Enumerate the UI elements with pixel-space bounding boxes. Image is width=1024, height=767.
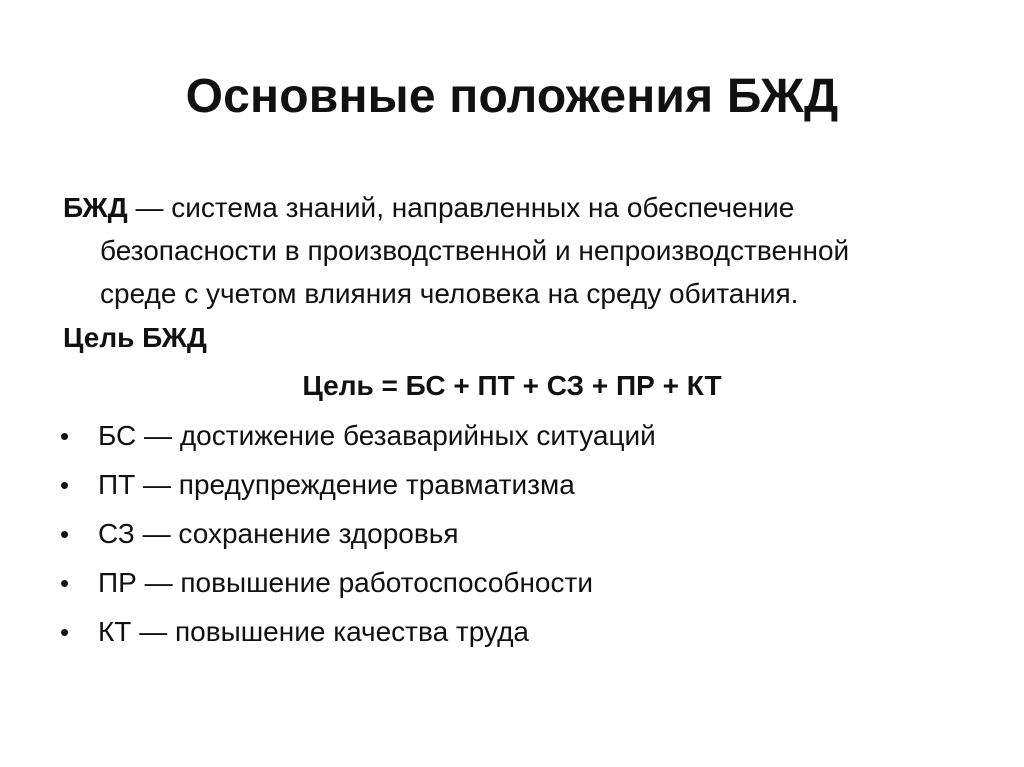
definition-line-1-text: — система знаний, направленных на обеспечение	[127, 192, 795, 223]
bullet-icon: •	[60, 421, 70, 451]
definition-line-2: безопасности в производственной и непроизводственной	[100, 235, 850, 266]
list-item	[60, 512, 656, 561]
bullet-icon: •	[60, 470, 70, 500]
list-item	[60, 610, 656, 659]
bullet-icon: •	[60, 617, 70, 647]
list-item	[60, 414, 656, 463]
list-item-text: БС — достижение безаварийных ситуаций	[98, 420, 656, 451]
slide-title: Основные положения БЖД	[185, 70, 839, 123]
goal-heading: Цель БЖД	[63, 322, 207, 353]
list-item-text: ПР — повышение работоспособности	[98, 567, 593, 598]
definition-line-1	[63, 186, 963, 229]
definition-term: БЖД	[63, 192, 128, 223]
goal-formula: Цель = БС + ПТ + СЗ + ПР + КТ	[302, 370, 722, 401]
definition-paragraph	[63, 186, 963, 315]
definition-line-3: среде с учетом влияния человека на среду обитания.	[100, 278, 799, 309]
list-item-text: СЗ — сохранение здоровья	[98, 518, 459, 549]
list-item	[60, 561, 656, 610]
bullet-icon: •	[60, 519, 70, 549]
list-item-text: КТ — повышение качества труда	[98, 616, 529, 647]
goal-components-list	[60, 414, 656, 659]
bullet-icon: •	[60, 568, 70, 598]
list-item-text: ПТ — предупреждение травматизма	[98, 469, 575, 500]
list-item	[60, 463, 656, 512]
